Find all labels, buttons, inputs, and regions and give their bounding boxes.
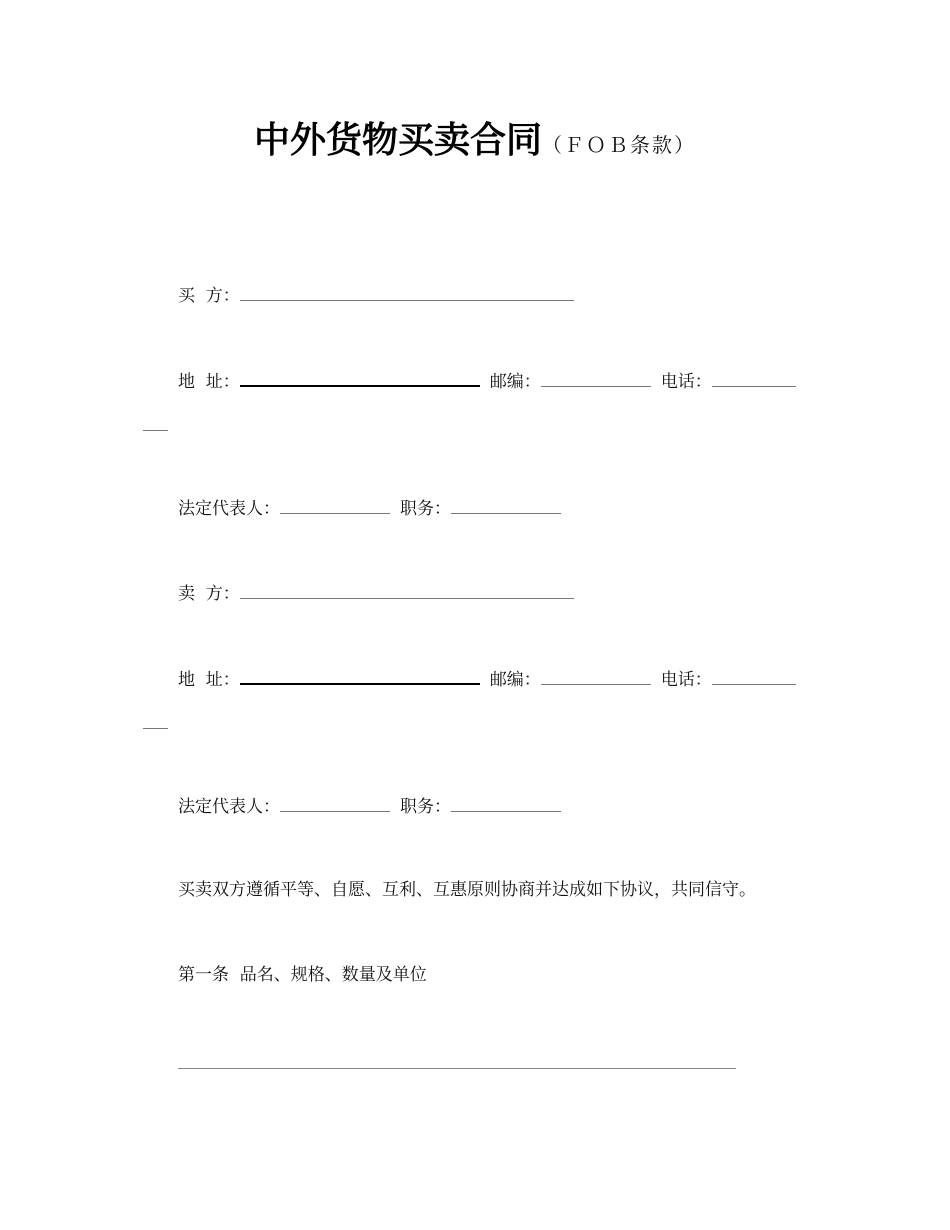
buyer-address-row [178, 369, 796, 393]
preamble-text: 买卖双方遵循平等、自愿、互利、互惠原则协商并达成如下协议，共同信守。 [178, 880, 756, 900]
seller-position-label: 职务： [400, 797, 451, 817]
buyer-phone-field[interactable] [712, 370, 796, 387]
seller-name-field[interactable] [240, 582, 574, 599]
seller-postcode-field[interactable] [541, 668, 651, 685]
seller-phone-field[interactable] [712, 668, 796, 685]
title-suffix: （ＦＯＢ条款） [542, 133, 696, 157]
seller-address-label: 地 址： [178, 670, 240, 690]
seller-address-row [178, 667, 796, 691]
buyer-address-field[interactable] [240, 369, 480, 387]
buyer-party-row [178, 284, 574, 307]
seller-legal-rep-row [178, 795, 561, 818]
buyer-name-field[interactable] [240, 284, 574, 301]
seller-phone-field-continuation [143, 727, 168, 729]
seller-postcode-label: 邮编： [489, 670, 541, 690]
seller-position-field[interactable] [451, 795, 561, 812]
buyer-legal-rep-label: 法定代表人： [178, 499, 280, 519]
buyer-postcode-field[interactable] [541, 370, 651, 387]
article1-heading: 第一条 品名、规格、数量及单位 [178, 965, 427, 985]
buyer-party-label: 买 方： [178, 286, 240, 306]
buyer-position-label: 职务： [400, 499, 451, 519]
seller-party-label: 卖 方： [178, 584, 240, 604]
seller-party-row [178, 582, 574, 605]
seller-address-field[interactable] [240, 667, 480, 685]
title-main: 中外货物买卖合同 [253, 120, 542, 161]
document-title [0, 112, 950, 163]
buyer-phone-label: 电话： [660, 372, 712, 392]
seller-legal-rep-field[interactable] [280, 795, 390, 812]
article1-fill-line[interactable] [178, 1067, 736, 1069]
buyer-postcode-label: 邮编： [489, 372, 541, 392]
buyer-address-label: 地 址： [178, 372, 240, 392]
buyer-phone-field-continuation [143, 429, 168, 431]
buyer-legal-rep-row [178, 497, 561, 520]
buyer-legal-rep-field[interactable] [280, 497, 390, 514]
buyer-position-field[interactable] [451, 497, 561, 514]
seller-legal-rep-label: 法定代表人： [178, 797, 280, 817]
seller-phone-label: 电话： [660, 670, 712, 690]
